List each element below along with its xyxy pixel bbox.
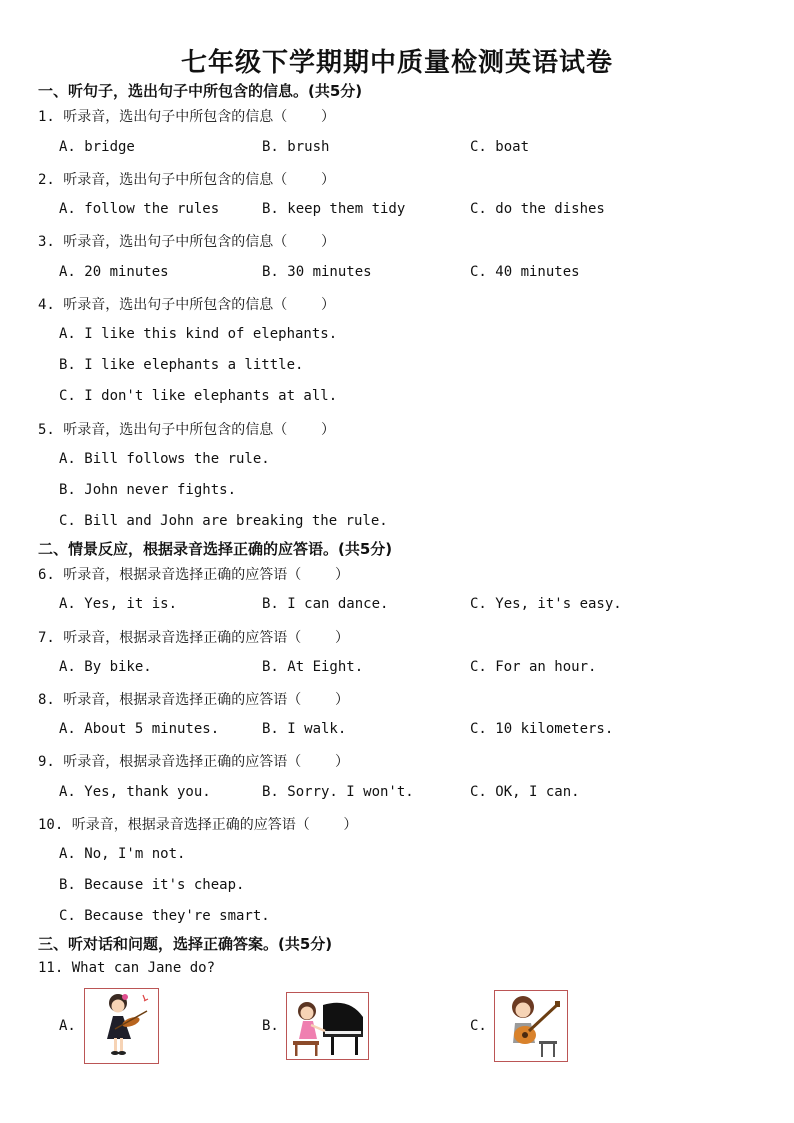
question-10: 10. 听录音，根据录音选择正确的应答语（ ）	[38, 817, 358, 833]
q6-option-a: A. Yes, it is.	[59, 596, 178, 612]
section-1-heading: 一、听句子，选出句子中所包含的信息。(共5分)	[38, 82, 363, 100]
q7-option-b: B. At Eight.	[262, 659, 364, 675]
q8-option-c: C. 10 kilometers.	[470, 721, 614, 737]
violin-girl-picture	[84, 988, 159, 1064]
q5-option-b: B. John never fights.	[59, 482, 237, 498]
section-2-heading: 二、情景反应，根据录音选择正确的应答语。(共5分)	[38, 540, 393, 558]
q2-option-b: B. keep them tidy	[262, 201, 406, 217]
question-3: 3. 听录音，选出句子中所包含的信息（ ）	[38, 234, 335, 250]
q9-option-a: A. Yes, thank you.	[59, 784, 211, 800]
question-4: 4. 听录音，选出句子中所包含的信息（ ）	[38, 297, 335, 313]
violin-girl-icon	[85, 989, 158, 1063]
q8-option-a: A. About 5 minutes.	[59, 721, 220, 737]
q2-option-a: A. follow the rules	[59, 201, 220, 217]
q11-option-a-label: A.	[59, 1018, 76, 1034]
piano-girl-icon	[287, 993, 368, 1059]
question-1: 1. 听录音，选出句子中所包含的信息（ ）	[38, 109, 335, 125]
q3-option-b: B. 30 minutes	[262, 264, 372, 280]
question-2: 2. 听录音，选出句子中所包含的信息（ ）	[38, 172, 335, 188]
q5-option-a: A. Bill follows the rule.	[59, 451, 270, 467]
q11-option-c-label: C.	[470, 1018, 487, 1034]
q4-option-a: A. I like this kind of elephants.	[59, 326, 338, 342]
q10-option-b: B. Because it's cheap.	[59, 877, 245, 893]
q6-option-c: C. Yes, it's easy.	[470, 596, 622, 612]
guitar-girl-picture	[494, 990, 568, 1062]
q4-option-b: B. I like elephants a little.	[59, 357, 304, 373]
question-8: 8. 听录音，根据录音选择正确的应答语（ ）	[38, 692, 349, 708]
q9-option-c: C. OK, I can.	[470, 784, 580, 800]
page-title: 七年级下学期期中质量检测英语试卷	[180, 48, 613, 78]
q4-option-c: C. I don't like elephants at all.	[59, 388, 338, 404]
q10-option-c: C. Because they're smart.	[59, 908, 270, 924]
q7-option-a: A. By bike.	[59, 659, 152, 675]
question-9: 9. 听录音，根据录音选择正确的应答语（ ）	[38, 754, 349, 770]
q7-option-c: C. For an hour.	[470, 659, 597, 675]
q6-option-b: B. I can dance.	[262, 596, 389, 612]
q8-option-b: B. I walk.	[262, 721, 347, 737]
q11-option-b-label: B.	[262, 1018, 279, 1034]
section-3-heading: 三、听对话和问题，选择正确答案。(共5分)	[38, 935, 333, 953]
q3-option-c: C. 40 minutes	[470, 264, 580, 280]
question-7: 7. 听录音，根据录音选择正确的应答语（ ）	[38, 630, 349, 646]
question-11: 11. What can Jane do?	[38, 960, 216, 976]
guitar-girl-icon	[495, 991, 567, 1061]
q9-option-b: B. Sorry. I won't.	[262, 784, 414, 800]
q5-option-c: C. Bill and John are breaking the rule.	[59, 513, 388, 529]
question-5: 5. 听录音，选出句子中所包含的信息（ ）	[38, 422, 335, 438]
question-6: 6. 听录音，根据录音选择正确的应答语（ ）	[38, 567, 349, 583]
q3-option-a: A. 20 minutes	[59, 264, 169, 280]
q1-option-b: B. brush	[262, 139, 330, 155]
q1-option-c: C. boat	[470, 139, 530, 155]
piano-girl-picture	[286, 992, 369, 1060]
q2-option-c: C. do the dishes	[470, 201, 605, 217]
q1-option-a: A. bridge	[59, 139, 135, 155]
q10-option-a: A. No, I'm not.	[59, 846, 186, 862]
